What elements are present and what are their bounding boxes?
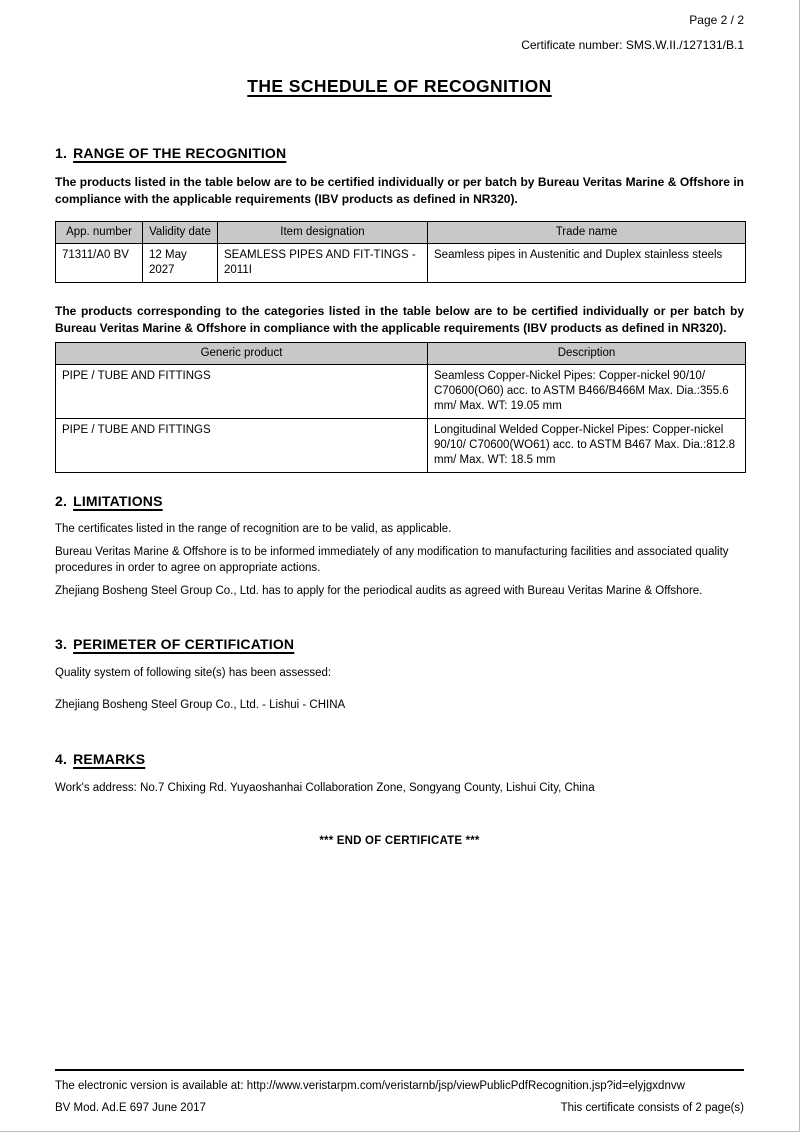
limitations-paragraph: Zhejiang Bosheng Steel Group Co., Ltd. has to apply for the periodical audits as agreed with Bureau Veritas Marine & Offshore. — [55, 585, 703, 598]
section-number: 3. — [55, 636, 68, 652]
section-heading-range — [55, 145, 744, 161]
cell-generic-product: PIPE / TUBE AND FITTINGS — [56, 365, 428, 419]
perimeter-paragraph: Quality system of following site(s) has been assessed: — [55, 667, 332, 679]
products-table-row — [56, 243, 746, 282]
cell-generic-product: PIPE / TUBE AND FITTINGS — [56, 419, 428, 473]
range-intro-paragraph-2: The products corresponding to the categories listed in the table below are to be certified individually or per batch by Bureau Veritas Marine & Offshore in compliance with the applicable requirements (IBV products as defined in NR320). — [55, 303, 744, 335]
limitations-paragraph: The certificates listed in the range of recognition are to be valid, as applicable. — [55, 522, 452, 535]
section-number: 1. — [55, 145, 68, 162]
cell-description: Longitudinal Welded Copper-Nickel Pipes: Copper-nickel 90/10/ C70600(WO61) acc. to ASTM B467 Max. Dia.:812.8 mm/ Max. WT: 18.5 mm — [428, 419, 746, 473]
page-number: Page 2 / 2 — [689, 13, 744, 27]
page-count-note: This certificate consists of 2 page(s) — [560, 1102, 744, 1114]
page-footer — [55, 1069, 744, 1114]
products-table — [55, 221, 746, 283]
cell-item-designation: SEAMLESS PIPES AND FIT-TINGS - 2011I — [218, 243, 428, 282]
products-table-header-row — [56, 221, 746, 243]
page-meta — [55, 14, 744, 52]
perimeter-site: Zhejiang Bosheng Steel Group Co., Ltd. - Lishui - CHINA — [55, 698, 346, 711]
categories-table-row — [56, 365, 746, 419]
document-title: THE SCHEDULE OF RECOGNITION — [247, 76, 552, 97]
column-header-item-designation: Item designation — [218, 221, 428, 243]
section-title: REMARKS — [73, 751, 146, 768]
section-title: PERIMETER OF CERTIFICATION — [73, 636, 295, 652]
section-heading-perimeter — [55, 636, 744, 652]
section-number: 4. — [55, 751, 68, 768]
cell-validity-date: 12 May 2027 — [143, 243, 218, 282]
section-title: LIMITATIONS — [73, 492, 163, 509]
cell-description: Seamless Copper-Nickel Pipes: Copper-nickel 90/10/ C70600(O60) acc. to ASTM B466/B466M Max. Dia.:355.6 mm/ Max. WT: 19.05 mm — [428, 365, 746, 419]
categories-table-header-row — [56, 343, 746, 365]
section-number: 2. — [55, 492, 68, 509]
column-header-trade-name: Trade name — [428, 221, 746, 243]
cell-trade-name: Seamless pipes in Austenitic and Duplex stainless steels — [428, 243, 746, 282]
cell-app-number: 71311/A0 BV — [56, 243, 143, 282]
section-title: RANGE OF THE RECOGNITION — [73, 145, 287, 162]
column-header-description: Description — [428, 343, 746, 365]
certificate-number: Certificate number: SMS.W.II./127131/B.1 — [521, 38, 744, 53]
section-heading-remarks — [55, 751, 744, 767]
range-intro-paragraph-1: The products listed in the table below are to be certified individually or per batch by Bureau Veritas Marine & Offshore in compliance with the applicable requirements (IBV products as defined in NR320). — [55, 175, 744, 207]
categories-table-row — [56, 419, 746, 473]
limitations-paragraph: Bureau Veritas Marine & Offshore is to be informed immediately of any modification to manufacturing facilities and associated quality procedures in order to agree on appropriate actions. — [55, 546, 729, 574]
categories-table — [55, 342, 746, 473]
section-heading-limitations — [55, 493, 744, 509]
electronic-version-note: The electronic version is available at: http://www.veristarpm.com/veristarnb/jsp/viewPublicPdfRecognition.jsp?id=elyjgxdnvw — [55, 1080, 685, 1092]
end-of-certificate-marker: *** END OF CERTIFICATE *** — [319, 834, 480, 847]
form-reference: BV Mod. Ad.E 697 June 2017 — [55, 1102, 206, 1114]
column-header-generic-product: Generic product — [56, 343, 428, 365]
remarks-paragraph: Work's address: No.7 Chixing Rd. Yuyaoshanhai Collaboration Zone, Songyang County, Lishui City, China — [55, 782, 595, 795]
column-header-app-number: App. number — [56, 221, 143, 243]
column-header-validity-date: Validity date — [143, 221, 218, 243]
